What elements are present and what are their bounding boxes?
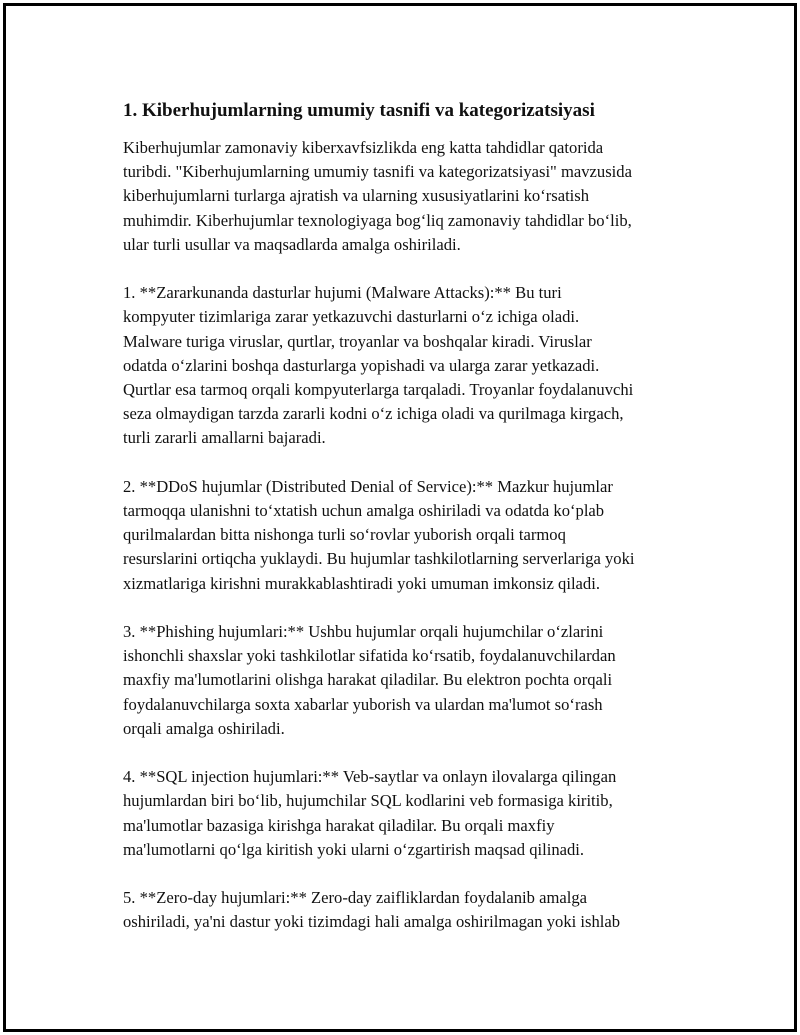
zero-day-paragraph: 5. **Zero-day hujumlari:** Zero-day zaifliklardan foydalanib amalga oshiriladi, ya'ni dastur yoki tizimdagi hali amalga oshirilmagan yoki ishlab bbox=[123, 888, 621, 932]
page-frame bbox=[3, 3, 797, 1032]
intro-paragraph: Kiberhujumlar zamonaviy kiberxavfsizlikda eng katta tahdidlar qatorida turibdi. "Kiberhujumlarning umumiy tasnifi va kategorizatsiyasi" mavzusida kiberhujumlarni turlarga ajratish va ularning xususiyatlarini ko‘rsatish muhimdir. Kiberhujumlar texnologiyaga bog‘liq zamonaviy tahdidlar bo‘lib, ular turli usullar va maqsadlarda amalga oshiriladi. bbox=[123, 138, 632, 254]
document-title: 1. Kiberhujumlarning umumiy tasnifi va kategorizatsiyasi bbox=[123, 100, 595, 121]
malware-paragraph: 1. **Zararkunanda dasturlar hujumi (Malware Attacks):** Bu turi kompyuter tizimlariga zarar yetkazuvchi dasturlarni o‘z ichiga oladi. Malware turiga viruslar, qurtlar, troyanlar va boshqalar kiradi. Viruslar odatda o‘zlarini boshqa dasturlarga yopishadi va ularga zarar yetkazadi. Qurtlar esa tarmoq orqali kompyuterlarga tarqaladi. Troyanlar foydalanuvchi seza olmaydigan tarzda zararli kodni o‘z ichiga oladi va qurilmaga kirgach, turli zararli amallarni bajaradi. bbox=[123, 283, 634, 448]
ddos-paragraph: 2. **DDoS hujumlar (Distributed Denial of Service):** Mazkur hujumlar tarmoqqa ulanishni to‘xtatish uchun amalga oshiriladi va odatda ko‘plab qurilmalardan bitta nishonga turli so‘rovlar yuborish orqali tarmoq resurslarini ortiqcha yuklaydi. Bu hujumlar tashkilotlarning serverlariga yoki xizmatlariga kirishni murakkablashtiradi yoki umuman imkonsiz qiladi. bbox=[123, 476, 635, 593]
document-body bbox=[123, 99, 703, 959]
phishing-paragraph: 3. **Phishing hujumlari:** Ushbu hujumlar orqali hujumchilar o‘zlarini ishonchli shaxslar yoki tashkilotlar sifatida ko‘rsatib, foydalanuvchilardan maxfiy ma'lumotlarini olishga harakat qiladilar. Bu elektron pochta orqali foydalanuvchilarga soxta xabarlar yuborish va ulardan ma'lumot so‘rash orqali amalga oshiriladi. bbox=[123, 622, 616, 738]
sql-injection-paragraph: 4. **SQL injection hujumlari:** Veb-saytlar va onlayn ilovalarga qilingan hujumlardan biri bo‘lib, hujumchilar SQL kodlarini veb formasiga kiritib, ma'lumotlar bazasiga kirishga harakat qiladilar. Bu orqali maxfiy ma'lumotlarni qo‘lga kiritish yoki ularni o‘zgartirish maqsad qilinadi. bbox=[123, 767, 617, 859]
